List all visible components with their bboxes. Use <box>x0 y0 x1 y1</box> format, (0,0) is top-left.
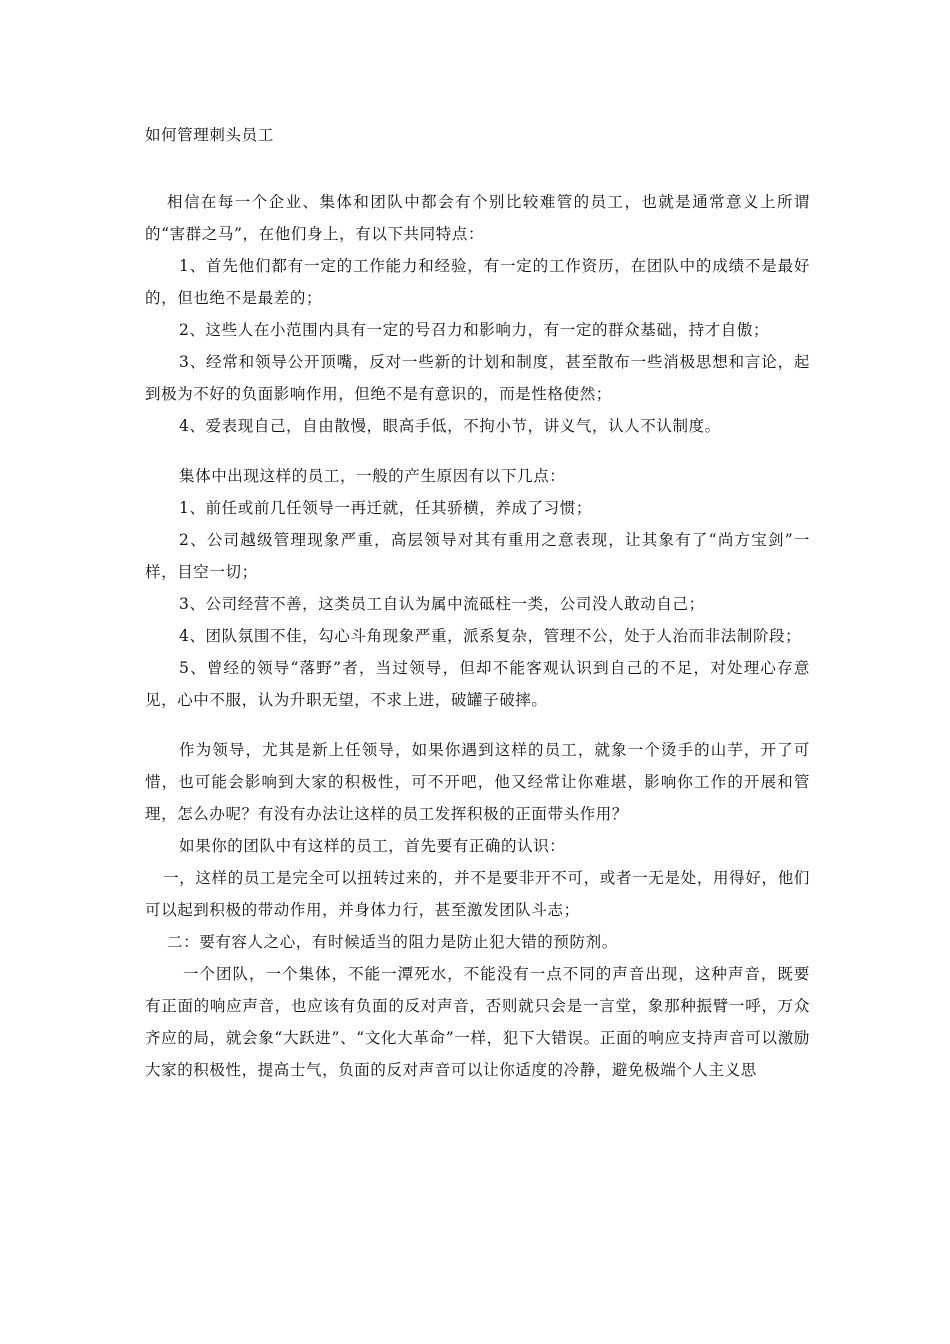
section3-paragraph-2: 如果你的团队中有这样的员工，首先要有正确的认识： <box>179 837 566 855</box>
section3-paragraph-1: 作为领导，尤其是新上任领导，如果你遇到这样的员工，就象一个烫手的山芋，开了可惜，也可能会影响到大家的积极性，可不开吧，他又经常让你难堪，影响你工作的开展和管理，怎么办呢？有没有办法让这样的员工发挥积极的正面带头作用？ <box>145 741 810 823</box>
section1-intro: 相信在每一个企业、集体和团队中都会有个别比较难管的员工，也就是通常意义上所谓的“害群之马”，在他们身上，有以下共同特点： <box>145 193 810 243</box>
document-page <box>145 124 810 1086</box>
section2-intro: 集体中出现这样的员工，一般的产生原因有以下几点： <box>179 467 566 485</box>
section1-point-4: 4、爱表现自己，自由散慢，眼高手低，不拘小节，讲义气，认人不认制度。 <box>179 417 721 435</box>
section2-point-3: 3、公司经营不善，这类员工自认为属中流砥柱一类，公司没人敢动自己； <box>179 595 705 613</box>
section-spacer <box>145 442 810 460</box>
section3-paragraph-4: 二：要有容人之心，有时候适当的阻力是防止犯大错的预防剂。 <box>167 933 618 951</box>
section3-paragraph-5: 一个团队，一个集体，不能一潭死水，不能没有一点不同的声音出现，这种声音，既要有正面的响应声音，也应该有负面的反对声音，否则就只会是一言堂，象那种振臂一呼，万众齐应的局，就会象“大跃进”、“文化大革命”一样，犯下大错误。正面的响应支持声音可以激励大家的积极性，提高士气，负面的反对声音可以让你适度的冷静，避免极端个人主义思 <box>145 965 810 1079</box>
section2-point-4: 4、团队氛围不佳，勾心斗角现象严重，派系复杂，管理不公，处于人治而非法制阶段； <box>179 627 802 645</box>
section1-point-2: 2、这些人在小范围内具有一定的号召力和影响力，有一定的群众基础，持才自傲； <box>179 321 770 339</box>
section2-point-5: 5、曾经的领导“落野”者，当过领导，但却不能客观认识到自己的不足，对处理心存意见，心中不服，认为升职无望，不求上进，破罐子破摔。 <box>145 659 810 709</box>
section1-point-3: 3、经常和领导公开顶嘴，反对一些新的计划和制度，甚至散布一些消极思想和言论，起到极为不好的负面影响作用，但绝不是有意识的，而是性格使然； <box>145 353 810 403</box>
document-title: 如何管理刺头员工 <box>145 126 274 144</box>
section1-point-1: 1、首先他们都有一定的工作能力和经验，有一定的工作资历，在团队中的成绩不是最好的，但也绝不是最差的； <box>145 257 810 307</box>
section2-point-2: 2、公司越级管理现象严重，高层领导对其有重用之意表现，让其象有了“尚方宝剑”一样，目空一切； <box>145 531 810 581</box>
section-spacer <box>145 716 810 734</box>
section3-paragraph-3: 一，这样的员工是完全可以扭转过来的，并不是要非开不可，或者一无是处，用得好，他们可以起到积极的带动作用，并身体力行，甚至激发团队斗志； <box>145 869 810 919</box>
section2-point-1: 1、前任或前几任领导一再迁就，任其骄横，养成了习惯； <box>179 499 592 517</box>
